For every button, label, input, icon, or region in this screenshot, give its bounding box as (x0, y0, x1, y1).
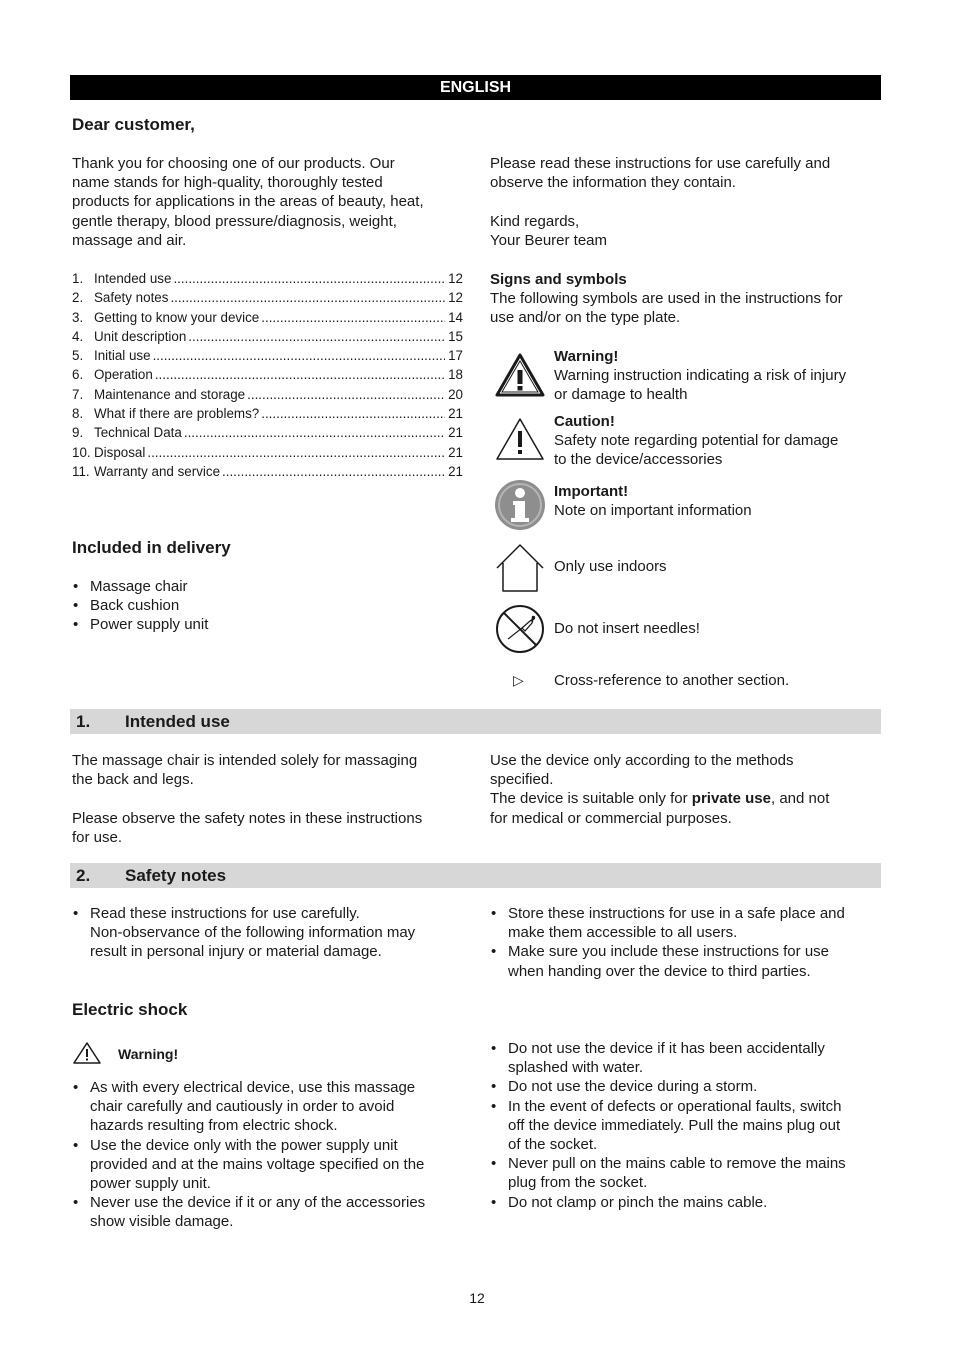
list-item: • Do not use the device during a storm. (490, 1077, 881, 1096)
toc-page: 18 (448, 367, 463, 383)
list-item: • Do not use the device if it has been accidentally splashed with water. (490, 1039, 881, 1077)
warning-triangle-icon (494, 352, 546, 398)
electric-right-list (490, 1039, 881, 1212)
toc-page: 21 (448, 444, 463, 460)
toc-entry (72, 464, 463, 483)
toc-title: Technical Data (94, 425, 182, 441)
greeting-heading: Dear customer, (72, 115, 195, 134)
toc-page: 12 (448, 271, 463, 286)
intro-left-text: Thank you for choosing one of our products. Our name stands for high-quality, thoroughly tested products for applications in the areas of beauty, heat, gentle therapy, blood pressure/diagnosis, weight, massage and air. (72, 155, 424, 249)
toc-entry (72, 310, 463, 329)
toc-entry (72, 348, 463, 367)
caution-triangle-icon (494, 416, 546, 462)
toc-number: 6. (72, 367, 84, 383)
list-item: • Never pull on the mains cable to remove the mains plug from the socket. (490, 1154, 881, 1192)
toc-entry (72, 290, 463, 309)
toc-leader (170, 290, 445, 305)
list-item: • As with every electrical device, use this massage chair carefully and cautiously in order to avoid hazards resulting from electric shock. (72, 1078, 467, 1136)
section-safety-notes-bar: 2. Safety notes (70, 863, 881, 888)
toc-title: What if there are problems? (94, 406, 260, 422)
toc-number: 8. (72, 406, 84, 422)
toc-page: 21 (448, 463, 463, 479)
toc-entry (72, 406, 463, 425)
toc-title: Maintenance and storage (94, 386, 246, 402)
toc-leader (222, 464, 445, 479)
crossref-symbol-desc: Cross-reference to another section. (554, 672, 790, 689)
toc-number: 11. (72, 463, 90, 479)
toc-number: 1. (72, 271, 84, 286)
intended-use-right: Use the device only according to the methods specified. The device is suitable only for private use, and not for medical or commercial purposes. (490, 752, 830, 827)
list-item: • Massage chair (72, 577, 467, 596)
toc-page: 20 (448, 386, 463, 402)
caution-symbol-desc: Caution! Safety note regarding potential for damage to the device/accessories (554, 413, 839, 469)
info-icon (494, 479, 546, 531)
important-symbol-desc: Important! Note on important information (554, 483, 752, 520)
warning-small-icon (72, 1041, 102, 1065)
toc-leader (184, 425, 445, 440)
toc-page: 15 (448, 328, 463, 344)
toc-leader (261, 310, 445, 325)
toc-entry (72, 387, 463, 406)
list-item: • Back cushion (72, 596, 467, 615)
toc-title: Unit description (94, 328, 187, 344)
toc-number: 9. (72, 425, 84, 441)
toc-title: Initial use (94, 348, 151, 364)
toc-number: 4. (72, 328, 84, 344)
no-needles-icon (494, 603, 546, 655)
intended-use-left: The massage chair is intended solely for massaging the back and legs. Please observe the safety notes in these instructions for use. (72, 752, 423, 846)
toc-number: 2. (72, 290, 84, 306)
electric-shock-heading: Electric shock (72, 1000, 188, 1019)
page-number: 12 (469, 1290, 485, 1306)
signs-heading: Signs and symbols (490, 271, 627, 288)
toc-number: 10. (72, 444, 91, 460)
list-item: • Store these instructions for use in a safe place and make them accessible to all users. (490, 904, 881, 942)
toc-title: Warranty and service (94, 463, 221, 479)
indoors-symbol-desc: Only use indoors (554, 558, 667, 575)
safety-right-list (490, 904, 881, 981)
list-item: • Use the device only with the power supply unit provided and at the mains voltage specified on the power supply unit. (72, 1136, 467, 1194)
intro-right-text: Please read these instructions for use carefully and observe the information they contain. (490, 155, 831, 192)
safety-left-list (72, 904, 467, 962)
signs-section: Signs and symbols The following symbols are used in the instructions for use and/or on the type plate. (490, 270, 881, 328)
toc-title: Safety notes (94, 290, 169, 306)
toc-title: Intended use (94, 271, 172, 286)
triangle-right-icon: ▷ (513, 672, 524, 688)
electric-warning-label: Warning! (118, 1046, 179, 1062)
toc-number: 5. (72, 348, 84, 364)
toc-entry (72, 367, 463, 386)
warning-symbol-desc: Warning! Warning instruction indicating a risk of injury or damage to health (554, 348, 847, 404)
toc-entry (72, 425, 463, 444)
list-item: • In the event of defects or operational faults, switch off the device immediately. Pull the mains plug out of the socket. (490, 1097, 881, 1155)
section-intended-use-bar: 1. Intended use (70, 709, 881, 734)
toc-page: 14 (448, 309, 463, 325)
list-item: • Make sure you include these instructions for use when handing over the device to third parties. (490, 942, 881, 980)
list-item: • Read these instructions for use carefully. Non-observance of the following information may result in personal injury or material damage. (72, 904, 467, 962)
list-item: • Do not clamp or pinch the mains cable. (490, 1193, 881, 1212)
delivery-list (72, 577, 467, 635)
toc-entry (72, 329, 463, 348)
toc-entry (72, 445, 463, 464)
toc-title: Disposal (94, 444, 146, 460)
toc-number: 7. (72, 386, 84, 402)
list-item: • Never use the device if it or any of the accessories show visible damage. (72, 1193, 467, 1231)
delivery-heading: Included in delivery (72, 538, 231, 557)
toc-leader (155, 367, 445, 382)
toc-number: 3. (72, 309, 84, 325)
toc-leader (188, 329, 445, 344)
toc-leader (153, 348, 445, 363)
toc-title: Operation (94, 367, 153, 383)
toc-page: 12 (448, 290, 463, 306)
table-of-contents (72, 271, 463, 483)
toc-page: 21 (448, 425, 463, 441)
regards-text: Kind regards, Your Beurer team (490, 213, 608, 250)
toc-entry (72, 271, 463, 290)
list-item: • Power supply unit (72, 615, 467, 634)
toc-leader (261, 406, 445, 421)
toc-leader (247, 387, 445, 402)
needles-symbol-desc: Do not insert needles! (554, 620, 700, 637)
toc-page: 17 (448, 348, 463, 364)
house-icon (494, 542, 546, 594)
toc-title: Getting to know your device (94, 309, 260, 325)
toc-page: 21 (448, 406, 463, 422)
language-header: ENGLISH (70, 75, 881, 100)
toc-leader (147, 445, 445, 460)
electric-left-list (72, 1078, 467, 1232)
toc-leader (173, 271, 445, 286)
